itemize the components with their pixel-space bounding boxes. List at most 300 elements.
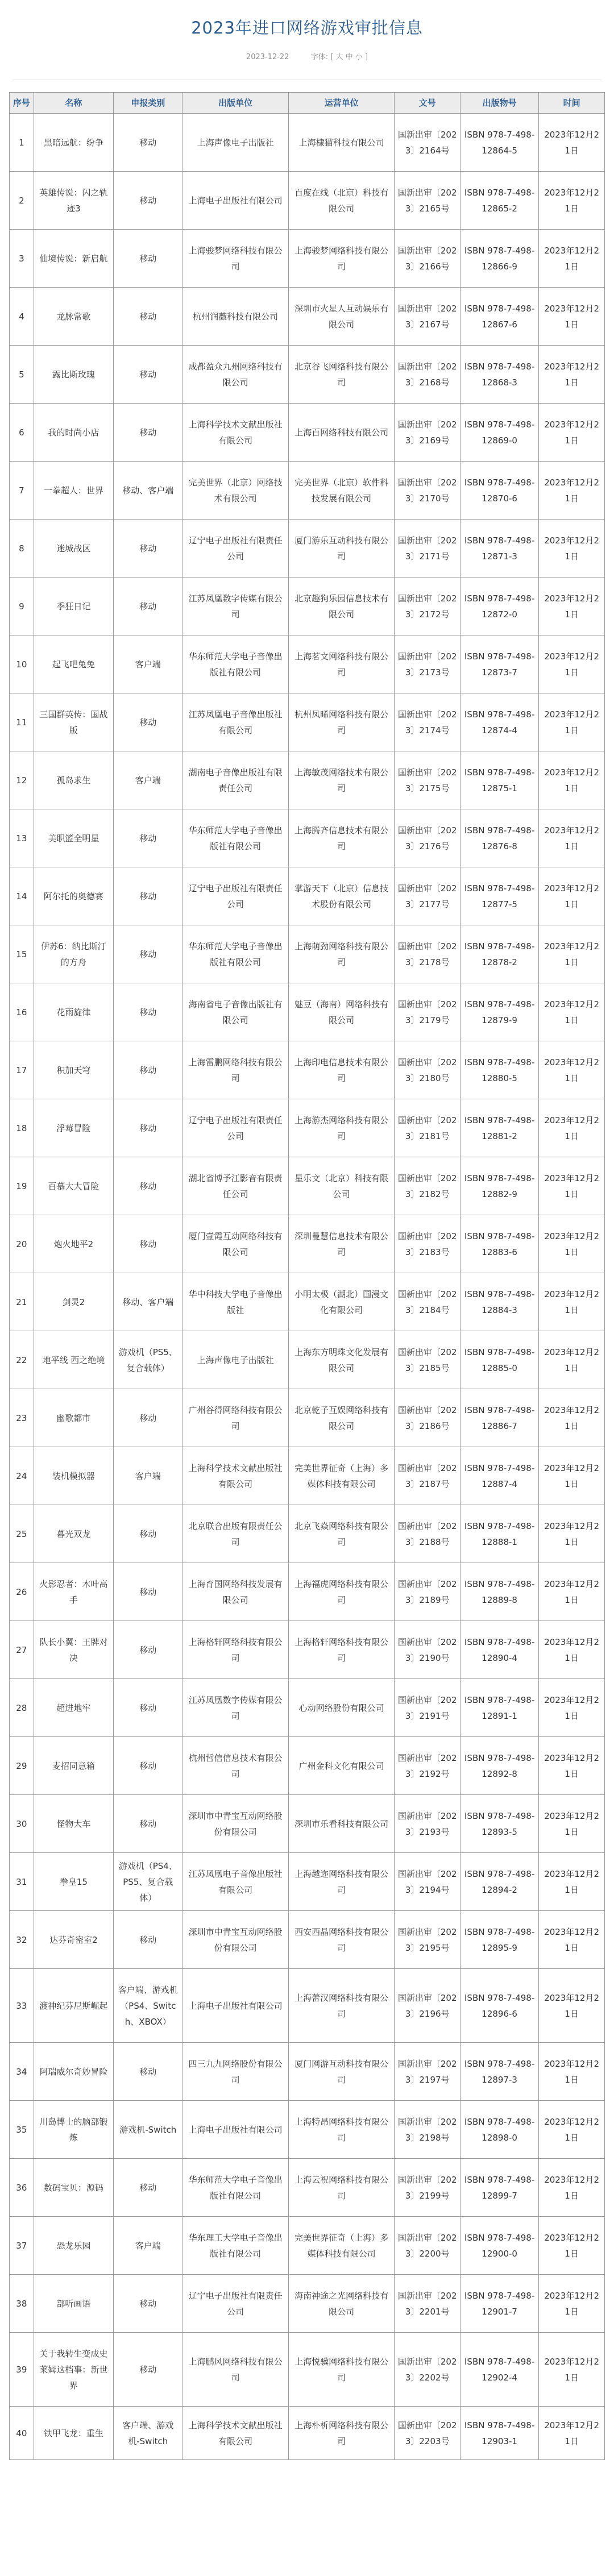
cell-operator: 上海东方明珠文化发展有限公司 [288, 1331, 394, 1389]
cell-category: 游戏机-Switch [114, 2101, 182, 2159]
cell-operator: 深圳市乐看科技有限公司 [288, 1795, 394, 1853]
cell-operator: 北京谷飞网络科技有限公司 [288, 346, 394, 404]
cell-index: 29 [10, 1737, 34, 1795]
table-row [10, 751, 605, 809]
cell-date: 2023年12月21日 [539, 1157, 605, 1215]
cell-isbn: ISBN 978-7-498-12903-1 [460, 2407, 539, 2460]
table-row [10, 635, 605, 693]
column-header-category: 申报类别 [114, 93, 182, 114]
cell-date: 2023年12月21日 [539, 1447, 605, 1505]
cell-doc-number: 国新出审〔2023〕2190号 [395, 1621, 460, 1679]
cell-game-name: 超进地牢 [34, 1679, 113, 1737]
cell-date: 2023年12月21日 [539, 809, 605, 867]
cell-isbn: ISBN 978-7-498-12891-1 [460, 1679, 539, 1737]
cell-game-name: 渡神纪芬尼斯崛起 [34, 1969, 113, 2043]
cell-doc-number: 国新出审〔2023〕2183号 [395, 1215, 460, 1273]
cell-isbn: ISBN 978-7-498-12872-0 [460, 577, 539, 635]
font-size-bracket-open: [ [330, 53, 334, 61]
cell-category: 移动 [114, 1389, 182, 1447]
cell-game-name: 麦招同意箱 [34, 1737, 113, 1795]
cell-date: 2023年12月21日 [539, 1505, 605, 1563]
cell-category: 移动 [114, 1505, 182, 1563]
cell-index: 11 [10, 693, 34, 751]
table-row [10, 1911, 605, 1969]
cell-publisher: 北京联合出版有限责任公司 [182, 1505, 288, 1563]
cell-publisher: 深圳市中青宝互动网络股份有限公司 [182, 1911, 288, 1969]
cell-game-name: 英雄传说：闪之轨迹3 [34, 172, 113, 230]
cell-date: 2023年12月21日 [539, 925, 605, 983]
cell-isbn: ISBN 978-7-498-12892-8 [460, 1737, 539, 1795]
cell-isbn: ISBN 978-7-498-12889-8 [460, 1563, 539, 1621]
cell-isbn: ISBN 978-7-498-12866-9 [460, 230, 539, 288]
cell-index: 35 [10, 2101, 34, 2159]
cell-date: 2023年12月21日 [539, 2101, 605, 2159]
table-row [10, 1853, 605, 1911]
cell-operator: 深圳市火星人互动娱乐有限公司 [288, 288, 394, 346]
cell-publisher: 辽宁电子出版社有限责任公司 [182, 1099, 288, 1157]
cell-game-name: 露比斯玫瑰 [34, 346, 113, 404]
cell-isbn: ISBN 978-7-498-12881-2 [460, 1099, 539, 1157]
cell-isbn: ISBN 978-7-498-12896-6 [460, 1969, 539, 2043]
cell-category: 移动 [114, 1157, 182, 1215]
cell-isbn: ISBN 978-7-498-12870-6 [460, 462, 539, 520]
cell-isbn: ISBN 978-7-498-12867-6 [460, 288, 539, 346]
cell-doc-number: 国新出审〔2023〕2176号 [395, 809, 460, 867]
cell-game-name: 仙境传说：新启航 [34, 230, 113, 288]
cell-category: 移动 [114, 809, 182, 867]
cell-date: 2023年12月21日 [539, 404, 605, 462]
cell-operator: 心动网络股份有限公司 [288, 1679, 394, 1737]
cell-isbn: ISBN 978-7-498-12886-7 [460, 1389, 539, 1447]
cell-doc-number: 国新出审〔2023〕2167号 [395, 288, 460, 346]
table-row [10, 1157, 605, 1215]
cell-index: 18 [10, 1099, 34, 1157]
cell-game-name: 黑暗远航：纷争 [34, 114, 113, 172]
cell-date: 2023年12月21日 [539, 1215, 605, 1273]
cell-index: 25 [10, 1505, 34, 1563]
cell-isbn: ISBN 978-7-498-12893-5 [460, 1795, 539, 1853]
cell-category: 移动 [114, 1041, 182, 1099]
cell-index: 12 [10, 751, 34, 809]
cell-doc-number: 国新出审〔2023〕2187号 [395, 1447, 460, 1505]
cell-doc-number: 国新出审〔2023〕2198号 [395, 2101, 460, 2159]
cell-category: 移动 [114, 577, 182, 635]
cell-isbn: ISBN 978-7-498-12890-4 [460, 1621, 539, 1679]
cell-isbn: ISBN 978-7-498-12901-7 [460, 2275, 539, 2333]
cell-category: 客户端 [114, 2217, 182, 2275]
cell-operator: 上海骏梦网络科技有限公司 [288, 230, 394, 288]
cell-game-name: 拳皇15 [34, 1853, 113, 1911]
cell-operator: 西安西晶网络科技有限公司 [288, 1911, 394, 1969]
cell-game-name: 一拳超人：世界 [34, 462, 113, 520]
table-row [10, 1273, 605, 1331]
table-row [10, 2333, 605, 2407]
cell-game-name: 迷城战区 [34, 520, 113, 577]
cell-game-name: 季狂日记 [34, 577, 113, 635]
cell-index: 37 [10, 2217, 34, 2275]
table-header-row [10, 93, 605, 114]
cell-category: 移动 [114, 693, 182, 751]
cell-category: 移动 [114, 1621, 182, 1679]
cell-game-name: 队长小翼：王牌对决 [34, 1621, 113, 1679]
cell-category: 移动 [114, 983, 182, 1041]
cell-publisher: 上海雷鹏网络科技有限公司 [182, 1041, 288, 1099]
cell-operator: 上海腾齐信息技术有限公司 [288, 809, 394, 867]
cell-isbn: ISBN 978-7-498-12894-2 [460, 1853, 539, 1911]
cell-isbn: ISBN 978-7-498-12876-8 [460, 809, 539, 867]
approval-table [9, 92, 605, 2460]
cell-isbn: ISBN 978-7-498-12883-6 [460, 1215, 539, 1273]
cell-index: 8 [10, 520, 34, 577]
cell-operator: 上海百网络科技有限公司 [288, 404, 394, 462]
table-row [10, 462, 605, 520]
cell-game-name: 起飞吧兔兔 [34, 635, 113, 693]
cell-category: 移动 [114, 114, 182, 172]
cell-category: 移动、客户端 [114, 1273, 182, 1331]
cell-publisher: 上海科学技术文献出版社有限公司 [182, 404, 288, 462]
cell-operator: 上海蕾汉网络科技有限公司 [288, 1969, 394, 2043]
article-meta [0, 51, 614, 64]
cell-publisher: 上海科学技术文献出版社有限公司 [182, 2407, 288, 2460]
cell-publisher: 四三九九网络股份有限公司 [182, 2043, 288, 2101]
cell-index: 24 [10, 1447, 34, 1505]
cell-game-name: 阿瑞威尔奇妙冒险 [34, 2043, 113, 2101]
cell-date: 2023年12月21日 [539, 462, 605, 520]
column-header-isbn: 出版物号 [460, 93, 539, 114]
table-row [10, 172, 605, 230]
cell-date: 2023年12月21日 [539, 1099, 605, 1157]
table-row [10, 1795, 605, 1853]
cell-category: 移动 [114, 520, 182, 577]
cell-operator: 星乐文（北京）科技有限公司 [288, 1157, 394, 1215]
page-title: 2023年进口网络游戏审批信息 [191, 18, 423, 38]
font-size-medium-link[interactable]: 中 [345, 53, 353, 61]
cell-category: 移动 [114, 346, 182, 404]
cell-date: 2023年12月21日 [539, 693, 605, 751]
column-header-doc-number: 文号 [395, 93, 460, 114]
cell-index: 19 [10, 1157, 34, 1215]
cell-publisher: 上海骏梦网络科技有限公司 [182, 230, 288, 288]
cell-operator: 完美世界征奇（上海）多媒体科技有限公司 [288, 2217, 394, 2275]
cell-doc-number: 国新出审〔2023〕2201号 [395, 2275, 460, 2333]
cell-publisher: 上海声像电子出版社 [182, 114, 288, 172]
table-row [10, 1737, 605, 1795]
cell-index: 31 [10, 1853, 34, 1911]
column-header-date: 时间 [539, 93, 605, 114]
table-row [10, 288, 605, 346]
cell-doc-number: 国新出审〔2023〕2179号 [395, 983, 460, 1041]
font-size-large-link[interactable]: 大 [335, 53, 343, 61]
cell-date: 2023年12月21日 [539, 346, 605, 404]
cell-publisher: 江苏凤凰电子音像出版社有限公司 [182, 1853, 288, 1911]
cell-index: 10 [10, 635, 34, 693]
cell-doc-number: 国新出审〔2023〕2191号 [395, 1679, 460, 1737]
cell-publisher: 华东师范大学电子音像出版社有限公司 [182, 635, 288, 693]
cell-isbn: ISBN 978-7-498-12887-4 [460, 1447, 539, 1505]
cell-operator: 上海云祝网络科技有限公司 [288, 2159, 394, 2217]
cell-category: 移动 [114, 230, 182, 288]
cell-operator: 北京乾子互娱网络科技有限公司 [288, 1389, 394, 1447]
font-size-bracket-close: ] [364, 53, 368, 61]
table-row [10, 1041, 605, 1099]
cell-game-name: 剑灵2 [34, 1273, 113, 1331]
cell-publisher: 厦门壹霞互动网络科技有限公司 [182, 1215, 288, 1273]
cell-doc-number: 国新出审〔2023〕2202号 [395, 2333, 460, 2407]
cell-isbn: ISBN 978-7-498-12871-3 [460, 520, 539, 577]
cell-game-name: 数码宝贝：源码 [34, 2159, 113, 2217]
cell-game-name: 暮光双龙 [34, 1505, 113, 1563]
cell-index: 39 [10, 2333, 34, 2407]
cell-date: 2023年12月21日 [539, 1389, 605, 1447]
cell-game-name: 美职篮全明星 [34, 809, 113, 867]
cell-publisher: 上海格轩网络科技有限公司 [182, 1621, 288, 1679]
cell-date: 2023年12月21日 [539, 1621, 605, 1679]
cell-index: 30 [10, 1795, 34, 1853]
cell-operator: 上海特昂网络科技有限公司 [288, 2101, 394, 2159]
cell-operator: 完美世界征奇（上海）多媒体科技有限公司 [288, 1447, 394, 1505]
cell-doc-number: 国新出审〔2023〕2178号 [395, 925, 460, 983]
cell-date: 2023年12月21日 [539, 2217, 605, 2275]
cell-doc-number: 国新出审〔2023〕2175号 [395, 751, 460, 809]
cell-category: 游戏机（PS4、PS5、复合载体） [114, 1853, 182, 1911]
cell-category: 客户端、游戏机-Switch [114, 2407, 182, 2460]
cell-index: 20 [10, 1215, 34, 1273]
cell-publisher: 湖北省博予江影音有限责任公司 [182, 1157, 288, 1215]
cell-date: 2023年12月21日 [539, 1041, 605, 1099]
cell-isbn: ISBN 978-7-498-12879-9 [460, 983, 539, 1041]
table-row [10, 1389, 605, 1447]
cell-date: 2023年12月21日 [539, 1331, 605, 1389]
cell-game-name: 三国群英传：国战版 [34, 693, 113, 751]
cell-operator: 上海游杰网络科技有限公司 [288, 1099, 394, 1157]
cell-category: 移动 [114, 1215, 182, 1273]
cell-index: 7 [10, 462, 34, 520]
cell-doc-number: 国新出审〔2023〕2199号 [395, 2159, 460, 2217]
table-body [10, 114, 605, 2460]
cell-index: 27 [10, 1621, 34, 1679]
cell-doc-number: 国新出审〔2023〕2164号 [395, 114, 460, 172]
cell-category: 移动 [114, 2275, 182, 2333]
cell-game-name: 浮莓冒险 [34, 1099, 113, 1157]
cell-doc-number: 国新出审〔2023〕2197号 [395, 2043, 460, 2101]
cell-publisher: 湖南电子音像出版社有限责任公司 [182, 751, 288, 809]
cell-isbn: ISBN 978-7-498-12864-5 [460, 114, 539, 172]
cell-category: 移动 [114, 867, 182, 925]
cell-operator: 海南神途之光网络科技有限公司 [288, 2275, 394, 2333]
cell-date: 2023年12月21日 [539, 520, 605, 577]
table-row [10, 2217, 605, 2275]
cell-category: 移动 [114, 925, 182, 983]
cell-doc-number: 国新出审〔2023〕2203号 [395, 2407, 460, 2460]
cell-game-name: 达芬奇密室2 [34, 1911, 113, 1969]
cell-publisher: 成都盈众九州网络科技有限公司 [182, 346, 288, 404]
cell-operator: 深圳曼慧信息技术有限公司 [288, 1215, 394, 1273]
cell-date: 2023年12月21日 [539, 2275, 605, 2333]
cell-isbn: ISBN 978-7-498-12869-0 [460, 404, 539, 462]
table-row [10, 1215, 605, 1273]
column-header-publisher: 出版单位 [182, 93, 288, 114]
cell-publisher: 江苏凤凰数字传媒有限公司 [182, 577, 288, 635]
table-row [10, 2159, 605, 2217]
cell-isbn: ISBN 978-7-498-12899-7 [460, 2159, 539, 2217]
cell-date: 2023年12月21日 [539, 2407, 605, 2460]
cell-date: 2023年12月21日 [539, 983, 605, 1041]
cell-doc-number: 国新出审〔2023〕2188号 [395, 1505, 460, 1563]
cell-operator: 上海悦骥网络科技有限公司 [288, 2333, 394, 2407]
cell-operator: 上海格轩网络科技有限公司 [288, 1621, 394, 1679]
cell-category: 移动、客户端 [114, 462, 182, 520]
cell-category: 移动 [114, 172, 182, 230]
cell-game-name: 孤岛求生 [34, 751, 113, 809]
cell-date: 2023年12月21日 [539, 1563, 605, 1621]
cell-date: 2023年12月21日 [539, 1911, 605, 1969]
cell-category: 移动 [114, 288, 182, 346]
cell-publisher: 广州谷得网络科技有限公司 [182, 1389, 288, 1447]
cell-game-name: 伊苏6：纳比斯汀的方舟 [34, 925, 113, 983]
cell-operator: 广州金科文化有限公司 [288, 1737, 394, 1795]
cell-isbn: ISBN 978-7-498-12900-0 [460, 2217, 539, 2275]
cell-category: 移动 [114, 404, 182, 462]
cell-isbn: ISBN 978-7-498-12865-2 [460, 172, 539, 230]
column-header-operator: 运营单位 [288, 93, 394, 114]
cell-doc-number: 国新出审〔2023〕2171号 [395, 520, 460, 577]
table-row [10, 1447, 605, 1505]
cell-isbn: ISBN 978-7-498-12902-4 [460, 2333, 539, 2407]
cell-category: 移动 [114, 1911, 182, 1969]
cell-operator: 上海福虎网络科技有限公司 [288, 1563, 394, 1621]
cell-isbn: ISBN 978-7-498-12888-1 [460, 1505, 539, 1563]
cell-isbn: ISBN 978-7-498-12868-3 [460, 346, 539, 404]
cell-date: 2023年12月21日 [539, 172, 605, 230]
cell-index: 13 [10, 809, 34, 867]
cell-operator: 上海萌劲网络科技有限公司 [288, 925, 394, 983]
cell-game-name: 地平线 西之绝境 [34, 1331, 113, 1389]
cell-date: 2023年12月21日 [539, 1969, 605, 2043]
cell-doc-number: 国新出审〔2023〕2193号 [395, 1795, 460, 1853]
cell-operator: 完美世界（北京）软件科技发展有限公司 [288, 462, 394, 520]
cell-operator: 北京飞焱网络科技有限公司 [288, 1505, 394, 1563]
column-header-index: 序号 [10, 93, 34, 114]
cell-doc-number: 国新出审〔2023〕2195号 [395, 1911, 460, 1969]
cell-index: 28 [10, 1679, 34, 1737]
cell-doc-number: 国新出审〔2023〕2174号 [395, 693, 460, 751]
table-row [10, 1099, 605, 1157]
cell-publisher: 完美世界（北京）网络技术有限公司 [182, 462, 288, 520]
cell-game-name: 炮火地平2 [34, 1215, 113, 1273]
cell-publisher: 辽宁电子出版社有限责任公司 [182, 867, 288, 925]
cell-game-name: 关于我转生变成史莱姆这档事：新世界 [34, 2333, 113, 2407]
cell-game-name: 川岛博士的脑部锻炼 [34, 2101, 113, 2159]
table-row [10, 1563, 605, 1621]
cell-operator: 上海敏茂网络技术有限公司 [288, 751, 394, 809]
table-row [10, 2101, 605, 2159]
cell-category: 移动 [114, 1795, 182, 1853]
cell-game-name: 积加天穹 [34, 1041, 113, 1099]
cell-doc-number: 国新出审〔2023〕2172号 [395, 577, 460, 635]
cell-date: 2023年12月21日 [539, 577, 605, 635]
cell-date: 2023年12月21日 [539, 1853, 605, 1911]
cell-game-name: 幽歌都市 [34, 1389, 113, 1447]
cell-isbn: ISBN 978-7-498-12873-7 [460, 635, 539, 693]
cell-operator: 掌游天下（北京）信息技术股份有限公司 [288, 867, 394, 925]
cell-index: 17 [10, 1041, 34, 1099]
cell-doc-number: 国新出审〔2023〕2177号 [395, 867, 460, 925]
cell-date: 2023年12月21日 [539, 2043, 605, 2101]
cell-publisher: 上海声像电子出版社 [182, 1331, 288, 1389]
cell-operator: 上海越迩网络科技有限公司 [288, 1853, 394, 1911]
cell-index: 40 [10, 2407, 34, 2460]
cell-publisher: 杭州哲信信息技术有限公司 [182, 1737, 288, 1795]
cell-publisher: 上海鹏风网络科技有限公司 [182, 2333, 288, 2407]
cell-date: 2023年12月21日 [539, 1795, 605, 1853]
cell-doc-number: 国新出审〔2023〕2165号 [395, 172, 460, 230]
cell-game-name: 铁甲飞龙：重生 [34, 2407, 113, 2460]
cell-publisher: 深圳市中青宝互动网络股份有限公司 [182, 1795, 288, 1853]
table-row [10, 867, 605, 925]
cell-category: 移动 [114, 1563, 182, 1621]
cell-index: 23 [10, 1389, 34, 1447]
table-row [10, 230, 605, 288]
cell-publisher: 辽宁电子出版社有限责任公司 [182, 2275, 288, 2333]
cell-doc-number: 国新出审〔2023〕2189号 [395, 1563, 460, 1621]
table-row [10, 2043, 605, 2101]
cell-operator: 百度在线（北京）科技有限公司 [288, 172, 394, 230]
cell-isbn: ISBN 978-7-498-12884-3 [460, 1273, 539, 1331]
cell-index: 2 [10, 172, 34, 230]
cell-index: 33 [10, 1969, 34, 2043]
cell-date: 2023年12月21日 [539, 751, 605, 809]
cell-isbn: ISBN 978-7-498-12875-1 [460, 751, 539, 809]
table-row [10, 346, 605, 404]
cell-index: 16 [10, 983, 34, 1041]
cell-doc-number: 国新出审〔2023〕2182号 [395, 1157, 460, 1215]
cell-game-name: 百慕大大冒险 [34, 1157, 113, 1215]
cell-operator: 上海印电信息技术有限公司 [288, 1041, 394, 1099]
cell-index: 6 [10, 404, 34, 462]
cell-publisher: 辽宁电子出版社有限责任公司 [182, 520, 288, 577]
cell-game-name: 火影忍者：木叶高手 [34, 1563, 113, 1621]
cell-game-name: 花雨旋律 [34, 983, 113, 1041]
cell-operator: 上海朴析网络科技有限公司 [288, 2407, 394, 2460]
cell-operator: 杭州凤晞网络科技有限公司 [288, 693, 394, 751]
cell-date: 2023年12月21日 [539, 1273, 605, 1331]
table-row [10, 925, 605, 983]
font-size-label: 字体: [310, 53, 329, 61]
cell-index: 4 [10, 288, 34, 346]
cell-isbn: ISBN 978-7-498-12874-4 [460, 693, 539, 751]
cell-operator: 厦门网游互动科技有限公司 [288, 2043, 394, 2101]
cell-doc-number: 国新出审〔2023〕2196号 [395, 1969, 460, 2043]
cell-isbn: ISBN 978-7-498-12882-9 [460, 1157, 539, 1215]
cell-operator: 上海茗文网络科技有限公司 [288, 635, 394, 693]
cell-doc-number: 国新出审〔2023〕2180号 [395, 1041, 460, 1099]
cell-isbn: ISBN 978-7-498-12880-5 [460, 1041, 539, 1099]
cell-game-name: 装机模拟器 [34, 1447, 113, 1505]
cell-doc-number: 国新出审〔2023〕2185号 [395, 1331, 460, 1389]
font-size-small-link[interactable]: 小 [355, 53, 363, 61]
cell-publisher: 上海科学技术文献出版社有限公司 [182, 1447, 288, 1505]
cell-isbn: ISBN 978-7-498-12895-9 [460, 1911, 539, 1969]
cell-game-name: 部听画语 [34, 2275, 113, 2333]
cell-game-name: 龙脉常歌 [34, 288, 113, 346]
table-row [10, 1331, 605, 1389]
table-row [10, 1969, 605, 2043]
cell-doc-number: 国新出审〔2023〕2200号 [395, 2217, 460, 2275]
cell-publisher: 上海电子出版社有限公司 [182, 2101, 288, 2159]
cell-category: 移动 [114, 1679, 182, 1737]
cell-category: 客户端 [114, 635, 182, 693]
cell-category: 客户端 [114, 1447, 182, 1505]
